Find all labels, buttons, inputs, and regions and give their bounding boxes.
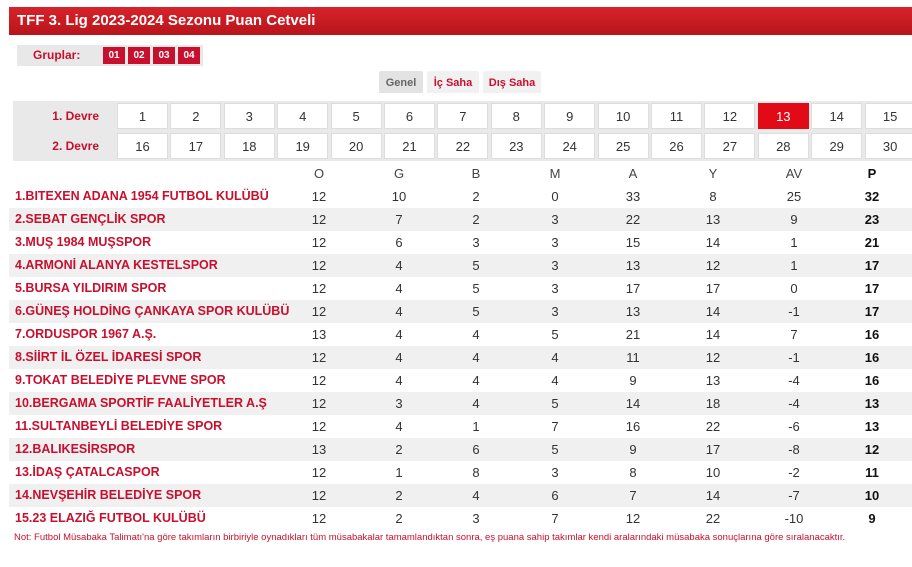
cell-b: 5 [472,304,480,319]
second-half-week-29[interactable]: 29 [811,133,862,159]
cell-b: 2 [472,212,480,227]
cell-y: 22 [705,419,721,434]
cell-g: 6 [395,235,403,250]
cell-o: 12 [311,281,327,296]
cell-g: 4 [395,327,403,342]
cell-a: 13 [625,258,641,273]
team-name-link[interactable]: 9.TOKAT BELEDİYE PLEVNE SPOR [15,373,226,387]
cell-p: 23 [864,212,880,227]
group-button-01[interactable]: 01 [103,47,125,64]
cell-p: 16 [864,350,880,365]
column-header-av: AV [785,166,803,181]
team-name-link[interactable]: 6.GÜNEŞ HOLDİNG ÇANKAYA SPOR KULÜBÜ [15,304,290,318]
table-row [9,507,912,530]
cell-a: 17 [625,281,641,296]
groups-label: Gruplar: [33,48,81,62]
cell-b: 8 [472,465,480,480]
column-header-a: A [628,166,638,181]
cell-p: 32 [864,189,880,204]
cell-a: 12 [625,511,641,526]
cell-y: 17 [705,281,721,296]
tiebreak-note: Not: Futbol Müsabaka Talimatı'na göre takımların birbiriyle oynadıkları tüm müsabakalar tamamlandıktan sonra, eş puana sahip takımlar kendi aralarındaki müsabaka sonuçlarına göre sıralanacaktır. [14,532,846,543]
cell-p: 21 [864,235,880,250]
cell-o: 13 [311,442,327,457]
cell-g: 7 [395,212,403,227]
second-half-week-26[interactable]: 26 [651,133,702,159]
cell-av: -1 [788,304,800,319]
cell-p: 10 [864,488,880,503]
cell-o: 12 [311,235,327,250]
team-name-link[interactable]: 8.SİİRT İL ÖZEL İDARESİ SPOR [15,350,202,364]
cell-y: 8 [709,189,717,204]
cell-y: 14 [705,235,721,250]
cell-p: 11 [865,465,879,480]
cell-o: 12 [311,419,327,434]
first-half-week-7[interactable]: 7 [437,103,488,129]
cell-m: 4 [551,350,559,365]
team-name-link[interactable]: 15.23 ELAZIĞ FUTBOL KULÜBÜ [15,511,206,525]
cell-a: 9 [629,373,637,388]
cell-av: -4 [788,373,800,388]
cell-a: 22 [625,212,641,227]
cell-y: 13 [705,212,721,227]
team-name-link[interactable]: 13.İDAŞ ÇATALCASPOR [15,465,160,479]
group-button-04[interactable]: 04 [178,47,200,64]
cell-o: 12 [311,511,327,526]
cell-y: 14 [705,327,721,342]
first-half-week-14[interactable]: 14 [811,103,862,129]
cell-o: 12 [311,304,327,319]
cell-b: 5 [472,258,480,273]
cell-av: -8 [788,442,800,457]
second-half-label: 2. Devre [52,139,99,153]
cell-m: 3 [551,304,559,319]
first-half-week-10[interactable]: 10 [598,103,649,129]
cell-b: 2 [472,189,480,204]
table-header [9,162,912,185]
first-half-week-5[interactable]: 5 [331,103,382,129]
second-half-week-18[interactable]: 18 [224,133,275,159]
cell-o: 12 [311,396,327,411]
first-half-label: 1. Devre [52,109,99,123]
first-half-week-6[interactable]: 6 [384,103,435,129]
first-half-week-15[interactable]: 15 [865,103,912,129]
table-row [9,323,912,346]
table-row [9,277,912,300]
cell-b: 1 [472,419,480,434]
column-header-b: B [471,166,481,181]
cell-a: 7 [629,488,637,503]
cell-p: 16 [864,373,880,388]
table-row [9,185,912,208]
cell-m: 3 [551,235,559,250]
second-half-week-30[interactable]: 30 [865,133,912,159]
second-half-week-16[interactable]: 16 [117,133,168,159]
table-row [9,415,912,438]
groups-bar [17,45,203,66]
cell-a: 14 [625,396,641,411]
cell-a: 9 [629,442,637,457]
cell-p: 12 [864,442,880,457]
cell-b: 4 [472,488,480,503]
cell-o: 12 [311,488,327,503]
first-half-week-4[interactable]: 4 [277,103,328,129]
cell-o: 12 [311,212,327,227]
cell-b: 4 [472,350,480,365]
cell-g: 3 [395,396,403,411]
first-half-week-8[interactable]: 8 [491,103,542,129]
column-header-g: G [393,166,405,181]
table-row [9,461,912,484]
cell-p: 17 [864,304,880,319]
first-half-week-13[interactable]: 13 [758,103,809,129]
first-half-row [13,101,912,131]
second-half-week-22[interactable]: 22 [437,133,488,159]
second-half-week-23[interactable]: 23 [491,133,542,159]
cell-g: 2 [395,511,403,526]
column-header-y: Y [708,166,718,181]
cell-b: 4 [472,373,480,388]
cell-m: 3 [551,258,559,273]
cell-av: -10 [784,511,804,526]
cell-p: 17 [864,258,880,273]
cell-b: 6 [472,442,480,457]
cell-av: 25 [786,189,802,204]
cell-m: 3 [551,281,559,296]
cell-g: 4 [395,350,403,365]
cell-av: -2 [788,465,800,480]
tab-dis-saha[interactable]: Dış Saha [483,71,541,93]
cell-m: 5 [551,396,559,411]
second-half-week-28[interactable]: 28 [758,133,809,159]
cell-m: 6 [551,488,559,503]
cell-y: 12 [705,350,721,365]
table-row [9,438,912,461]
team-name-link[interactable]: 14.NEVŞEHİR BELEDİYE SPOR [15,488,202,502]
cell-a: 21 [625,327,641,342]
team-name-link[interactable]: 7.ORDUSPOR 1967 A.Ş. [15,327,157,341]
cell-av: 9 [790,212,798,227]
cell-m: 4 [551,373,559,388]
cell-o: 12 [311,350,327,365]
team-name-link[interactable]: 2.SEBAT GENÇLİK SPOR [15,212,166,226]
cell-av: 0 [790,281,798,296]
first-half-week-12[interactable]: 12 [704,103,755,129]
team-name-link[interactable]: 10.BERGAMA SPORTİF FAALİYETLER A.Ş [15,396,267,410]
cell-av: 1 [790,258,798,273]
first-half-week-11[interactable]: 11 [651,103,702,129]
table-row [9,231,912,254]
cell-g: 4 [395,281,403,296]
cell-p: 13 [864,419,880,434]
cell-g: 2 [395,488,403,503]
cell-m: 5 [551,327,559,342]
table-row [9,346,912,369]
cell-o: 13 [311,327,327,342]
first-half-week-2[interactable]: 2 [170,103,221,129]
team-name-link[interactable]: 1.BITEXEN ADANA 1954 FUTBOL KULÜBÜ [15,189,269,203]
column-header-p: P [867,166,877,181]
table-row [9,392,912,415]
cell-m: 0 [551,189,559,204]
team-name-link[interactable]: 4.ARMONİ ALANYA KESTELSPOR [15,258,218,272]
cell-m: 7 [551,511,559,526]
group-button-02[interactable]: 02 [128,47,150,64]
page-title: TFF 3. Lig 2023-2024 Sezonu Puan Cetveli [9,7,912,35]
first-half-week-3[interactable]: 3 [224,103,275,129]
table-row [9,208,912,231]
second-half-week-17[interactable]: 17 [170,133,221,159]
cell-y: 13 [705,373,721,388]
cell-b: 5 [472,281,480,296]
cell-m: 3 [551,212,559,227]
cell-o: 12 [311,465,327,480]
cell-g: 4 [395,373,403,388]
team-name-link[interactable]: 3.MUŞ 1984 MUŞSPOR [15,235,152,249]
cell-y: 17 [705,442,721,457]
first-half-week-1[interactable]: 1 [117,103,168,129]
cell-a: 16 [625,419,641,434]
cell-av: -6 [788,419,800,434]
team-name-link[interactable]: 5.BURSA YILDIRIM SPOR [15,281,167,295]
cell-m: 5 [551,442,559,457]
cell-g: 4 [395,419,403,434]
cell-g: 1 [395,465,403,480]
second-half-week-27[interactable]: 27 [704,133,755,159]
first-half-week-9[interactable]: 9 [544,103,595,129]
cell-av: -4 [788,396,800,411]
second-half-week-20[interactable]: 20 [331,133,382,159]
cell-y: 10 [705,465,721,480]
tab-genel[interactable]: Genel [379,71,423,93]
cell-y: 14 [705,304,721,319]
cell-y: 12 [705,258,721,273]
team-name-link[interactable]: 11.SULTANBEYLİ BELEDİYE SPOR [15,419,223,433]
tab-ic-saha[interactable]: İç Saha [427,71,479,93]
cell-p: 16 [864,327,880,342]
cell-o: 12 [311,189,327,204]
table-row [9,369,912,392]
table-row [9,484,912,507]
cell-a: 15 [625,235,641,250]
cell-av: 7 [790,327,798,342]
cell-b: 4 [472,396,480,411]
cell-g: 10 [391,189,407,204]
cell-y: 14 [705,488,721,503]
cell-o: 12 [311,373,327,388]
cell-av: -7 [788,488,800,503]
second-half-week-25[interactable]: 25 [598,133,649,159]
cell-p: 9 [868,511,876,526]
cell-y: 22 [705,511,721,526]
team-name-link[interactable]: 12.BALIKESİRSPOR [15,442,136,456]
cell-a: 13 [625,304,641,319]
second-half-week-21[interactable]: 21 [384,133,435,159]
cell-p: 13 [864,396,880,411]
column-header-o: O [313,166,325,181]
cell-m: 7 [551,419,559,434]
cell-b: 3 [472,511,480,526]
table-row [9,300,912,323]
cell-a: 8 [629,465,637,480]
cell-b: 3 [472,235,480,250]
cell-b: 4 [472,327,480,342]
group-button-03[interactable]: 03 [153,47,175,64]
cell-m: 3 [551,465,559,480]
cell-av: -1 [788,350,800,365]
column-header-m: M [549,166,561,181]
cell-g: 2 [395,442,403,457]
cell-g: 4 [395,304,403,319]
second-half-week-24[interactable]: 24 [544,133,595,159]
cell-g: 4 [395,258,403,273]
cell-av: 1 [790,235,798,250]
cell-a: 33 [625,189,641,204]
second-half-week-19[interactable]: 19 [277,133,328,159]
table-row [9,254,912,277]
cell-p: 17 [864,281,880,296]
cell-a: 11 [626,350,640,365]
second-half-row [13,131,912,161]
cell-y: 18 [705,396,721,411]
cell-o: 12 [311,258,327,273]
